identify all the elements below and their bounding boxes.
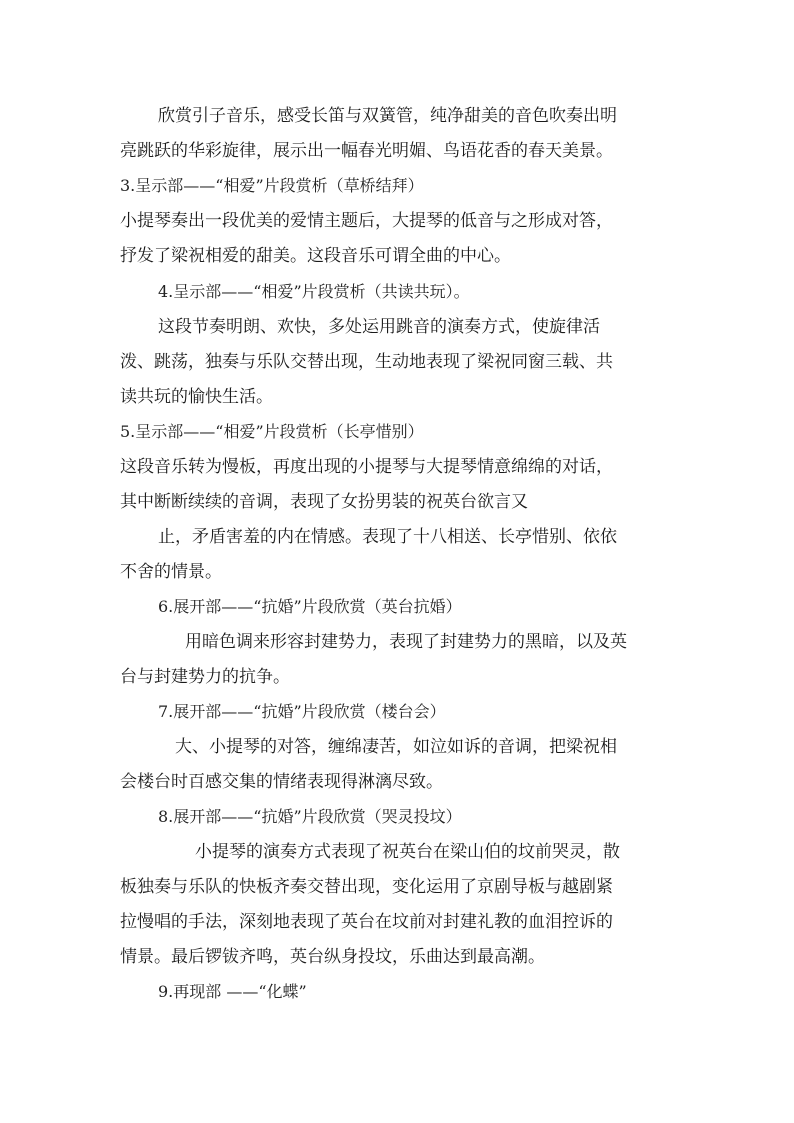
text-line: 这段节奏明朗、欢快，多处运用跳音的演奏方式，使旋律活 bbox=[158, 317, 600, 337]
section-heading-7: 7.展开部——“抗婚”片段欣赏（楼台会） bbox=[158, 702, 446, 721]
text-line: 拉慢唱的手法，深刻地表现了英台在坟前对封建礼教的血泪控诉的 bbox=[120, 912, 613, 932]
text-line: 读共玩的愉快生活。 bbox=[120, 387, 273, 407]
text-line: 这段音乐转为慢板，再度出现的小提琴与大提琴情意绵绵的对话， bbox=[120, 457, 613, 477]
text-line: 不舍的情景。 bbox=[120, 562, 222, 582]
text-line: 板独奏与乐队的快板齐奏交替出现，变化运用了京剧导板与越剧紧 bbox=[120, 877, 613, 897]
text-line: 小提琴的演奏方式表现了祝英台在梁山伯的坟前哭灵，散 bbox=[195, 842, 620, 862]
text-line: 泼、跳荡，独奏与乐队交替出现，生动地表现了梁祝同窗三载、共 bbox=[120, 352, 613, 372]
section-heading-3: 3.呈示部——“相爱”片段赏析（草桥结拜） bbox=[120, 176, 424, 195]
text-line: 抒发了梁祝相爱的甜美。这段音乐可谓全曲的中心。 bbox=[120, 246, 511, 266]
text-line: 其中断断续续的音调，表现了女扮男装的祝英台欲言又 bbox=[120, 492, 528, 512]
text-line: 用暗色调来形容封建势力，表现了封建势力的黑暗，以及英 bbox=[185, 632, 627, 652]
section-heading-5: 5.呈示部——“相爱”片段赏析（长亭惜别） bbox=[120, 422, 424, 441]
section-heading-9: 9.再现部 ——“化蝶” bbox=[158, 982, 307, 1001]
text-line: 欣赏引子音乐，感受长笛与双簧管，纯净甜美的音色吹奏出明 bbox=[158, 106, 617, 126]
text-line: 亮跳跃的华彩旋律，展示出一幅春光明媚、鸟语花香的春天美景。 bbox=[120, 141, 613, 161]
section-heading-8: 8.展开部——“抗婚”片段欣赏（哭灵投坟） bbox=[158, 807, 462, 826]
text-line: 止，矛盾害羞的内在情感。表现了十八相送、长亭惜别、依依 bbox=[158, 527, 617, 547]
section-heading-6: 6.展开部——“抗婚”片段欣赏（英台抗婚） bbox=[158, 597, 462, 616]
text-line: 台与封建势力的抗争。 bbox=[120, 667, 290, 687]
text-line: 会楼台时百感交集的情绪表现得淋漓尽致。 bbox=[120, 772, 443, 792]
section-heading-4: 4.呈示部——“相爱”片段赏析（共读共玩）。 bbox=[158, 282, 470, 301]
text-line: 大、小提琴的对答，缠绵凄苦，如泣如诉的音调，把梁祝相 bbox=[175, 737, 617, 757]
text-line: 小提琴奏出一段优美的爱情主题后，大提琴的低音与之形成对答， bbox=[120, 211, 613, 231]
text-line: 情景。最后锣钹齐鸣，英台纵身投坟，乐曲达到最高潮。 bbox=[120, 947, 545, 967]
